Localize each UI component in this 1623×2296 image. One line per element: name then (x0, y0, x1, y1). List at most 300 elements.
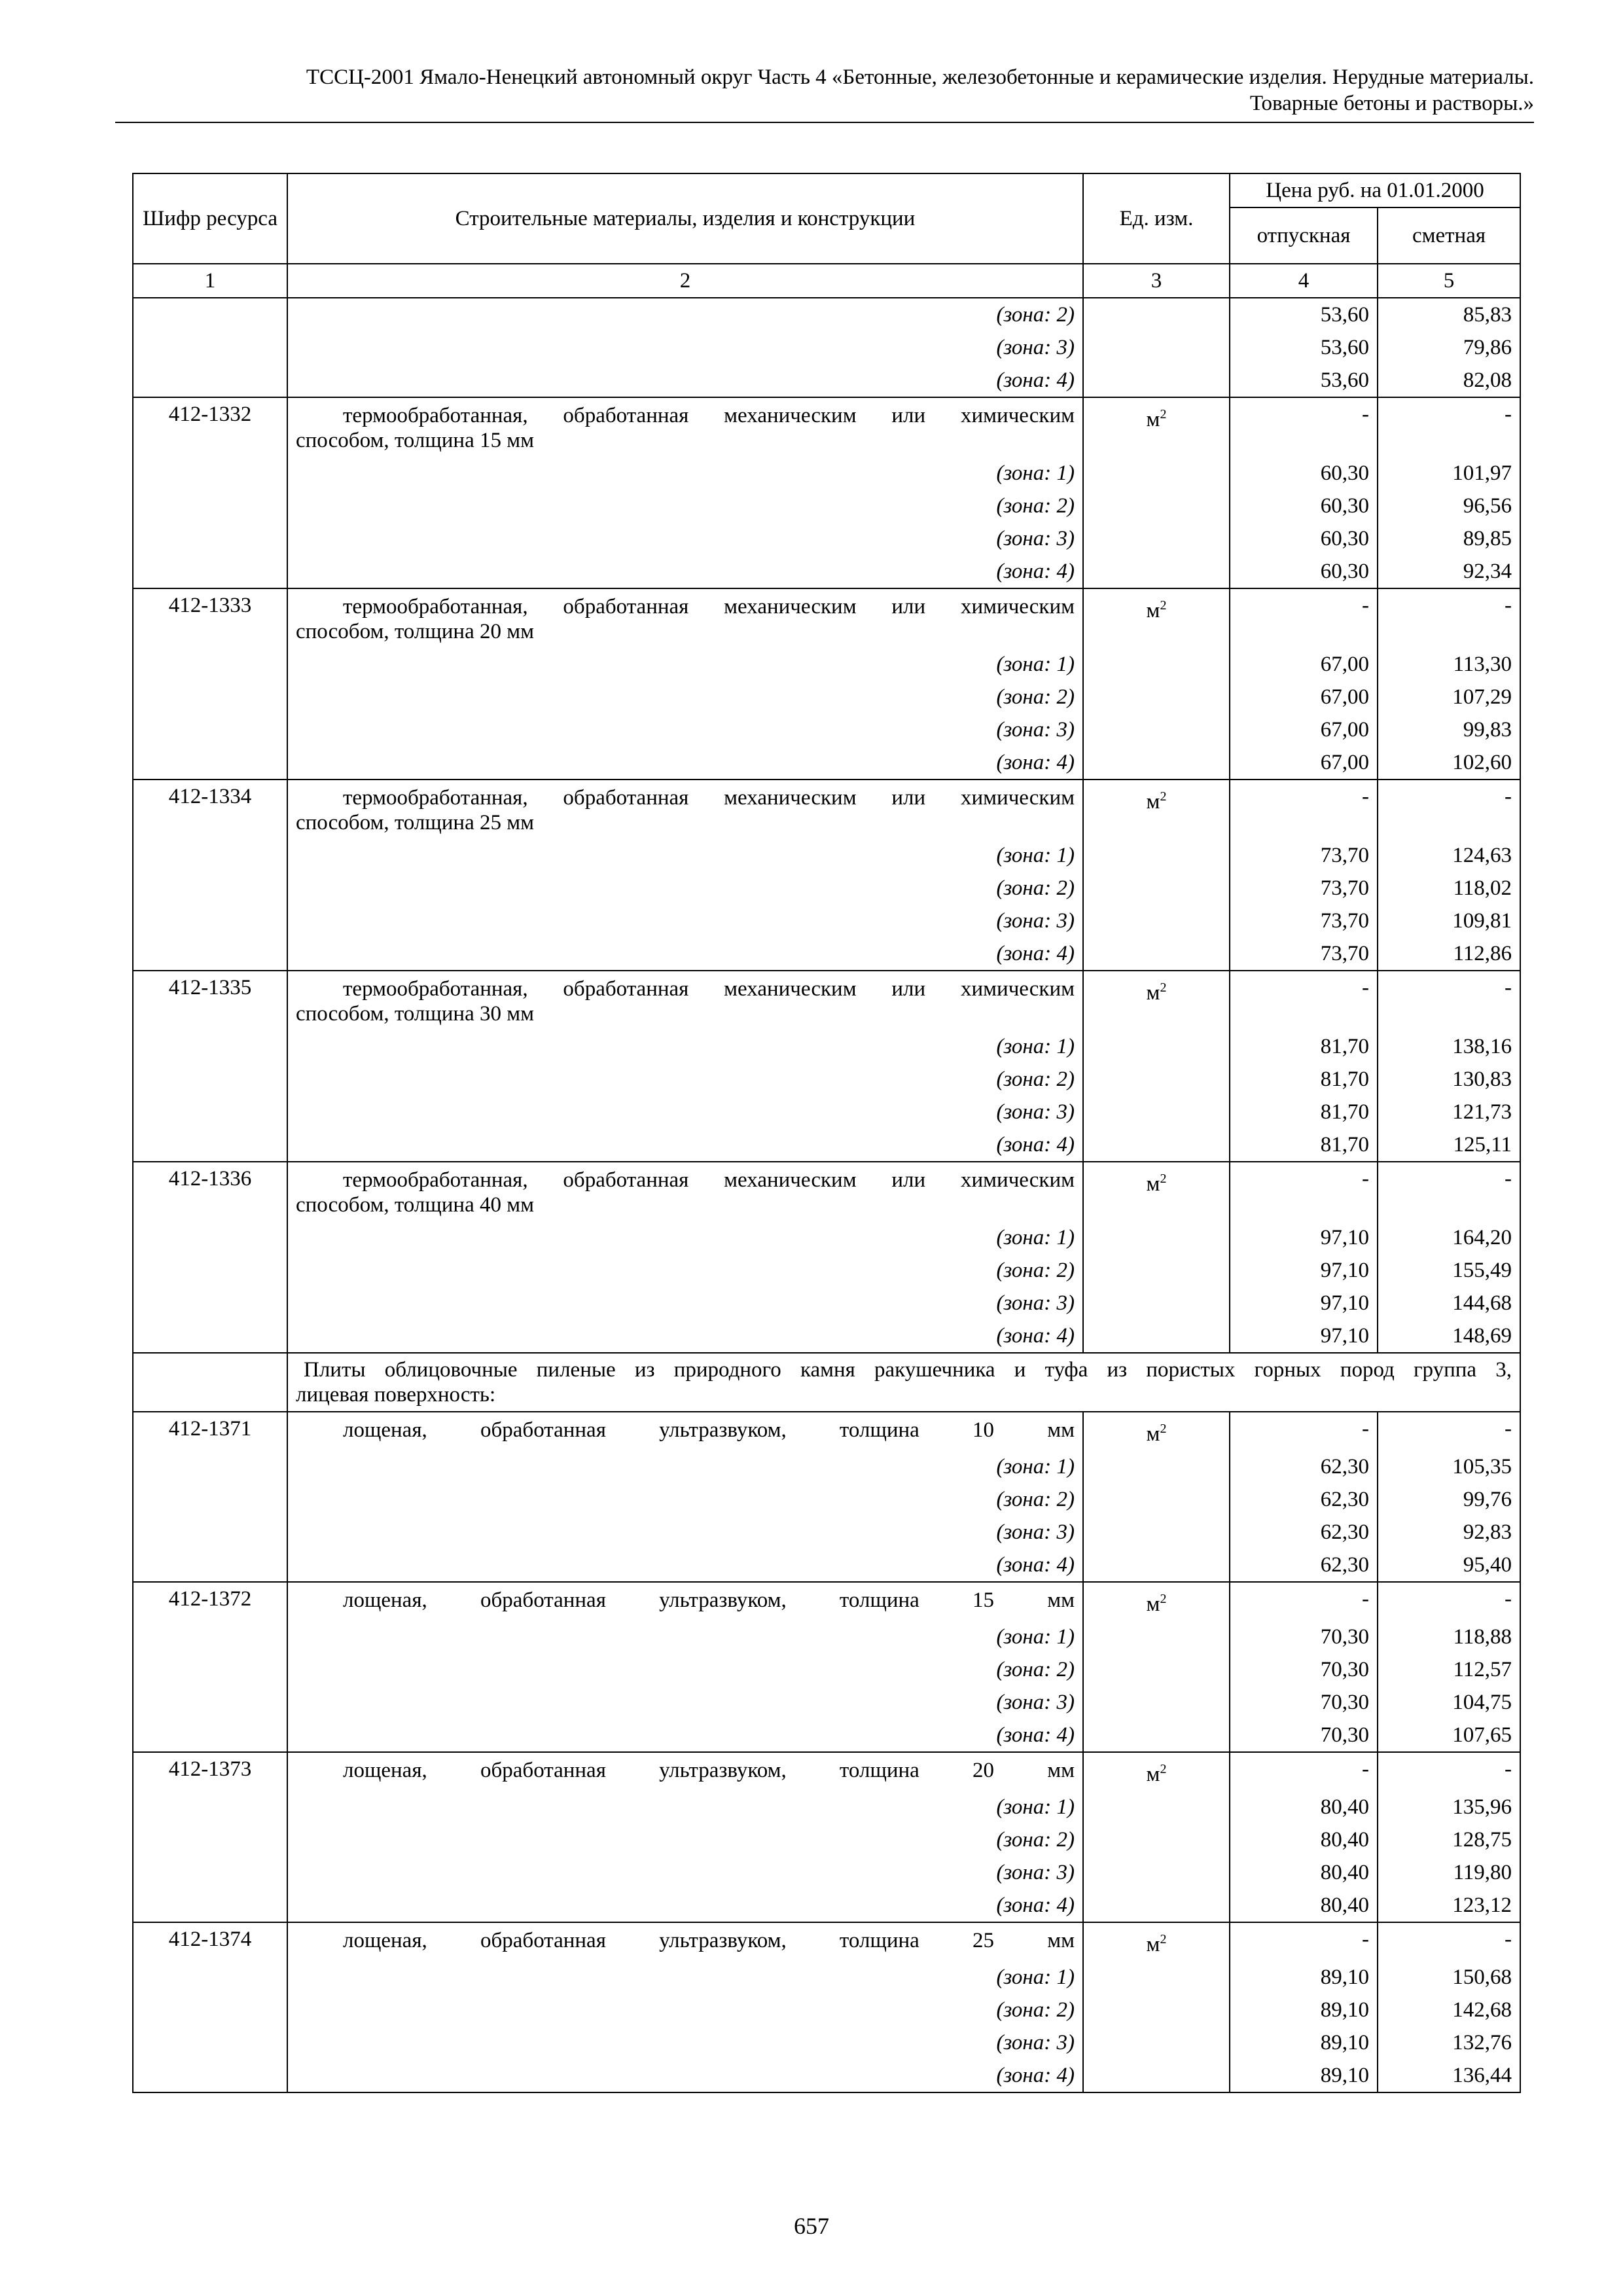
zone-label: (зона: 3) (287, 522, 1083, 555)
release-price: 73,70 (1230, 937, 1378, 971)
release-price: 80,40 (1230, 1791, 1378, 1823)
release-price: - (1230, 588, 1378, 648)
release-price: 80,40 (1230, 1823, 1378, 1856)
unit-cell (1083, 1516, 1230, 1549)
estimate-price: 82,08 (1378, 364, 1520, 397)
table-row (133, 1063, 1520, 1096)
estimate-price: 102,60 (1378, 746, 1520, 780)
code-cell (133, 713, 287, 746)
header-rule (115, 122, 1534, 123)
header-line-1: ТССЦ-2001 Ямало-Ненецкий автономный округ Часть 4 «Бетонные, железобетонные и керамические изделия. Нерудные материалы. (306, 65, 1534, 89)
table-row (133, 298, 1520, 331)
unit-cell (1083, 1889, 1230, 1922)
estimate-price: 101,97 (1378, 457, 1520, 490)
release-price: - (1230, 1412, 1378, 1450)
zone-label: (зона: 1) (287, 1791, 1083, 1823)
unit-value: $м^2$ (1146, 1592, 1167, 1616)
unit-cell (1083, 1621, 1230, 1653)
zone-label: (зона: 2) (287, 1254, 1083, 1287)
zone-label: (зона: 4) (287, 364, 1083, 397)
estimate-price: - (1378, 588, 1520, 648)
description-line-1: лощеная, обработанная ультразвуком, толщина 25 мм (343, 1929, 1075, 1952)
table-row (133, 1823, 1520, 1856)
table-row-item (133, 1162, 1520, 1221)
unit-cell (1083, 1653, 1230, 1686)
code-cell (133, 1856, 287, 1889)
table-row (133, 681, 1520, 713)
zone-label: (зона: 4) (287, 1719, 1083, 1752)
col-header-materials: Строительные материалы, изделия и конструкции (287, 173, 1083, 264)
table-row (133, 490, 1520, 522)
unit-cell (1083, 2059, 1230, 2092)
table-row (133, 1719, 1520, 1752)
unit-value: $м^2$ (1146, 1932, 1167, 1956)
estimate-price: 128,75 (1378, 1823, 1520, 1856)
section-heading-line-2: лицевая поверхность: (296, 1383, 496, 1407)
zone-label: (зона: 2) (287, 1063, 1083, 1096)
zone-label: (зона: 1) (287, 1030, 1083, 1063)
code-cell (133, 1719, 287, 1752)
unit-cell (1083, 2026, 1230, 2059)
item-description (287, 1412, 1083, 1450)
unit-cell (1083, 1823, 1230, 1856)
unit-cell (1083, 746, 1230, 780)
description-line-1: лощеная, обработанная ультразвуком, толщина 20 мм (343, 1759, 1075, 1782)
code-cell (133, 331, 287, 364)
unit-cell (1083, 1582, 1230, 1621)
resource-code: 412-1334 (133, 780, 287, 839)
estimate-price: 130,83 (1378, 1063, 1520, 1096)
item-description (287, 971, 1083, 1030)
section-heading-line-1: Плиты облицовочные пиленые из природного камня ракушечника и туфа из пористых горных пород группа 3, (304, 1358, 1512, 1382)
unit-cell (1083, 331, 1230, 364)
description-line-2: способом, толщина 15 мм (296, 429, 534, 452)
unit-cell (1083, 298, 1230, 331)
code-cell (133, 1254, 287, 1287)
unit-value: $м^2$ (1146, 407, 1167, 431)
unit-cell (1083, 1719, 1230, 1752)
table-row (133, 1856, 1520, 1889)
release-price: 60,30 (1230, 490, 1378, 522)
zone-label: (зона: 3) (287, 905, 1083, 937)
unit-cell (1083, 1450, 1230, 1483)
estimate-price: 118,88 (1378, 1621, 1520, 1653)
estimate-price: 109,81 (1378, 905, 1520, 937)
estimate-price: 118,02 (1378, 872, 1520, 905)
table-body (133, 298, 1520, 2092)
table-row (133, 713, 1520, 746)
estimate-price: 124,63 (1378, 839, 1520, 872)
table-row (133, 1889, 1520, 1922)
table-row (133, 1254, 1520, 1287)
section-heading-row (133, 1353, 1520, 1412)
description-line-1: термообработанная, обработанная механическим или химическим (343, 404, 1075, 427)
code-cell (133, 872, 287, 905)
code-cell (133, 555, 287, 588)
release-price: 97,10 (1230, 1254, 1378, 1287)
item-description (287, 1752, 1083, 1791)
table-row (133, 1653, 1520, 1686)
item-description (287, 397, 1083, 457)
code-cell (133, 1961, 287, 1994)
item-description (287, 1922, 1083, 1961)
item-description (287, 1162, 1083, 1221)
release-price: 81,70 (1230, 1128, 1378, 1162)
col-number-5: 5 (1378, 264, 1520, 298)
table-row (133, 1030, 1520, 1063)
code-cell (133, 1791, 287, 1823)
code-cell (133, 1889, 287, 1922)
code-cell (133, 1287, 287, 1319)
zone-label: (зона: 2) (287, 681, 1083, 713)
resource-code: 412-1372 (133, 1582, 287, 1621)
unit-cell (1083, 713, 1230, 746)
table-row (133, 364, 1520, 397)
zone-label: (зона: 3) (287, 1856, 1083, 1889)
release-price: 70,30 (1230, 1621, 1378, 1653)
release-price: 81,70 (1230, 1063, 1378, 1096)
unit-cell (1083, 457, 1230, 490)
zone-label: (зона: 3) (287, 2026, 1083, 2059)
item-description (287, 1582, 1083, 1621)
estimate-price: 92,83 (1378, 1516, 1520, 1549)
unit-cell (1083, 1483, 1230, 1516)
unit-cell (1083, 1961, 1230, 1994)
table-row (133, 1686, 1520, 1719)
table-row (133, 1128, 1520, 1162)
table-row (133, 746, 1520, 780)
unit-cell (1083, 1549, 1230, 1582)
code-cell (133, 1128, 287, 1162)
release-price: 97,10 (1230, 1221, 1378, 1254)
zone-label: (зона: 2) (287, 298, 1083, 331)
release-price: - (1230, 780, 1378, 839)
unit-value: $м^2$ (1146, 980, 1167, 1005)
code-cell (133, 1096, 287, 1128)
col-header-unit: Ед. изм. (1083, 173, 1230, 264)
table-row (133, 1096, 1520, 1128)
code-cell (133, 1653, 287, 1686)
code-cell (133, 1450, 287, 1483)
release-price: 62,30 (1230, 1549, 1378, 1582)
release-price: 60,30 (1230, 457, 1378, 490)
release-price: 62,30 (1230, 1450, 1378, 1483)
release-price: 89,10 (1230, 2026, 1378, 2059)
unit-cell (1083, 1752, 1230, 1791)
unit-value: $м^2$ (1146, 1172, 1167, 1196)
estimate-price: 112,57 (1378, 1653, 1520, 1686)
unit-cell (1083, 1791, 1230, 1823)
unit-cell (1083, 1319, 1230, 1353)
estimate-price: 107,29 (1378, 681, 1520, 713)
release-price: 81,70 (1230, 1030, 1378, 1063)
description-line-2: способом, толщина 40 мм (296, 1193, 534, 1217)
code-cell (133, 298, 287, 331)
item-description (287, 588, 1083, 648)
zone-label: (зона: 2) (287, 1823, 1083, 1856)
col-number-4: 4 (1230, 264, 1378, 298)
release-price: 60,30 (1230, 522, 1378, 555)
estimate-price: 99,76 (1378, 1483, 1520, 1516)
estimate-price: 135,96 (1378, 1791, 1520, 1823)
code-cell (133, 2026, 287, 2059)
unit-cell (1083, 1128, 1230, 1162)
table-row (133, 1516, 1520, 1549)
col-number-1: 1 (133, 264, 287, 298)
unit-cell (1083, 839, 1230, 872)
zone-label: (зона: 1) (287, 1621, 1083, 1653)
code-cell (133, 648, 287, 681)
estimate-price: - (1378, 1162, 1520, 1221)
release-price: 70,30 (1230, 1719, 1378, 1752)
table-row-item (133, 780, 1520, 839)
code-cell (133, 364, 287, 397)
price-table (132, 173, 1521, 2093)
table-row-item (133, 971, 1520, 1030)
estimate-price: 92,34 (1378, 555, 1520, 588)
estimate-price: 104,75 (1378, 1686, 1520, 1719)
code-cell (133, 1353, 287, 1412)
table-row (133, 1221, 1520, 1254)
table-row-item (133, 397, 1520, 457)
table-row (133, 1994, 1520, 2026)
zone-label: (зона: 4) (287, 1889, 1083, 1922)
table-row-item (133, 1582, 1520, 1621)
estimate-price: 107,65 (1378, 1719, 1520, 1752)
description-line-1: лощеная, обработанная ультразвуком, толщина 10 мм (343, 1418, 1075, 1442)
unit-value: $м^2$ (1146, 1762, 1167, 1786)
estimate-price: - (1378, 397, 1520, 457)
unit-cell (1083, 588, 1230, 648)
table-row (133, 1791, 1520, 1823)
release-price: 70,30 (1230, 1686, 1378, 1719)
estimate-price: - (1378, 1412, 1520, 1450)
release-price: 67,00 (1230, 713, 1378, 746)
table-row (133, 1483, 1520, 1516)
release-price: 62,30 (1230, 1483, 1378, 1516)
unit-cell (1083, 364, 1230, 397)
estimate-price: 105,35 (1378, 1450, 1520, 1483)
estimate-price: 148,69 (1378, 1319, 1520, 1353)
estimate-price: 99,83 (1378, 713, 1520, 746)
unit-value: $м^2$ (1146, 789, 1167, 814)
zone-label: (зона: 1) (287, 839, 1083, 872)
table-row (133, 331, 1520, 364)
col-number-2: 2 (287, 264, 1083, 298)
zone-label: (зона: 4) (287, 1319, 1083, 1353)
unit-cell (1083, 1922, 1230, 1961)
resource-code: 412-1374 (133, 1922, 287, 1961)
code-cell (133, 1686, 287, 1719)
estimate-price: 96,56 (1378, 490, 1520, 522)
zone-label: (зона: 4) (287, 555, 1083, 588)
col-header-estimate-price: сметная (1378, 207, 1520, 264)
unit-cell (1083, 681, 1230, 713)
zone-label: (зона: 2) (287, 1653, 1083, 1686)
description-line-1: лощеная, обработанная ультразвуком, толщина 15 мм (343, 1588, 1075, 1612)
estimate-price: 138,16 (1378, 1030, 1520, 1063)
unit-cell (1083, 1063, 1230, 1096)
unit-cell (1083, 1287, 1230, 1319)
estimate-price: 89,85 (1378, 522, 1520, 555)
estimate-price: 79,86 (1378, 331, 1520, 364)
release-price: 80,40 (1230, 1856, 1378, 1889)
table-row-item (133, 1412, 1520, 1450)
code-cell (133, 839, 287, 872)
code-cell (133, 681, 287, 713)
estimate-price: 132,76 (1378, 2026, 1520, 2059)
release-price: 53,60 (1230, 364, 1378, 397)
release-price: 81,70 (1230, 1096, 1378, 1128)
release-price: 89,10 (1230, 1961, 1378, 1994)
release-price: 70,30 (1230, 1653, 1378, 1686)
release-price: - (1230, 971, 1378, 1030)
unit-cell (1083, 1686, 1230, 1719)
unit-cell (1083, 937, 1230, 971)
release-price: 73,70 (1230, 872, 1378, 905)
release-price: 53,60 (1230, 298, 1378, 331)
zone-label: (зона: 3) (287, 1516, 1083, 1549)
code-cell (133, 1823, 287, 1856)
code-cell (133, 1621, 287, 1653)
release-price: 73,70 (1230, 905, 1378, 937)
zone-label: (зона: 4) (287, 746, 1083, 780)
table-row (133, 2059, 1520, 2092)
code-cell (133, 490, 287, 522)
zone-label: (зона: 2) (287, 1994, 1083, 2026)
unit-cell (1083, 1096, 1230, 1128)
estimate-price: 119,80 (1378, 1856, 1520, 1889)
code-cell (133, 1549, 287, 1582)
code-cell (133, 937, 287, 971)
estimate-price: 155,49 (1378, 1254, 1520, 1287)
estimate-price: 112,86 (1378, 937, 1520, 971)
release-price: 53,60 (1230, 331, 1378, 364)
estimate-price: 164,20 (1378, 1221, 1520, 1254)
resource-code: 412-1332 (133, 397, 287, 457)
code-cell (133, 1221, 287, 1254)
table-row (133, 1450, 1520, 1483)
release-price: 67,00 (1230, 648, 1378, 681)
zone-label: (зона: 2) (287, 490, 1083, 522)
col-header-release-price: отпускная (1230, 207, 1378, 264)
table-row (133, 648, 1520, 681)
zone-label: (зона: 3) (287, 1096, 1083, 1128)
code-cell (133, 2059, 287, 2092)
code-cell (133, 746, 287, 780)
item-description (287, 780, 1083, 839)
estimate-price: 125,11 (1378, 1128, 1520, 1162)
code-cell (133, 522, 287, 555)
code-cell (133, 1030, 287, 1063)
zone-label: (зона: 3) (287, 1287, 1083, 1319)
release-price: 67,00 (1230, 746, 1378, 780)
release-price: - (1230, 1752, 1378, 1791)
col-header-code: Шифр ресурса (133, 173, 287, 264)
estimate-price: - (1378, 1582, 1520, 1621)
estimate-price: 142,68 (1378, 1994, 1520, 2026)
zone-label: (зона: 3) (287, 713, 1083, 746)
release-price: 62,30 (1230, 1516, 1378, 1549)
table-row (133, 457, 1520, 490)
estimate-price: 123,12 (1378, 1889, 1520, 1922)
unit-cell (1083, 648, 1230, 681)
estimate-price: 150,68 (1378, 1961, 1520, 1994)
release-price: 97,10 (1230, 1319, 1378, 1353)
unit-cell (1083, 1856, 1230, 1889)
zone-label: (зона: 2) (287, 1483, 1083, 1516)
table-row-item (133, 1752, 1520, 1791)
release-price: - (1230, 1582, 1378, 1621)
zone-label: (зона: 1) (287, 648, 1083, 681)
zone-label: (зона: 2) (287, 872, 1083, 905)
table-row-item (133, 1922, 1520, 1961)
release-price: 89,10 (1230, 2059, 1378, 2092)
unit-cell (1083, 1412, 1230, 1450)
zone-label: (зона: 3) (287, 1686, 1083, 1719)
table-row (133, 872, 1520, 905)
unit-cell (1083, 1162, 1230, 1221)
code-cell (133, 905, 287, 937)
estimate-price: - (1378, 1922, 1520, 1961)
zone-label: (зона: 4) (287, 1128, 1083, 1162)
zone-label: (зона: 1) (287, 1221, 1083, 1254)
description-line-2: способом, толщина 30 мм (296, 1002, 534, 1026)
unit-cell (1083, 490, 1230, 522)
running-header (115, 64, 1534, 117)
table-row (133, 1621, 1520, 1653)
table-row (133, 1287, 1520, 1319)
estimate-price: - (1378, 780, 1520, 839)
resource-code: 412-1373 (133, 1752, 287, 1791)
table-row (133, 937, 1520, 971)
release-price: 89,10 (1230, 1994, 1378, 2026)
description-line-2: способом, толщина 25 мм (296, 811, 534, 834)
release-price: 60,30 (1230, 555, 1378, 588)
resource-code: 412-1336 (133, 1162, 287, 1221)
unit-cell (1083, 555, 1230, 588)
zone-label: (зона: 4) (287, 2059, 1083, 2092)
unit-cell (1083, 522, 1230, 555)
code-cell (133, 457, 287, 490)
estimate-price: 136,44 (1378, 2059, 1520, 2092)
zone-label: (зона: 3) (287, 331, 1083, 364)
page-number: 657 (794, 2213, 829, 2239)
zone-label: (зона: 1) (287, 1961, 1083, 1994)
estimate-price: - (1378, 971, 1520, 1030)
table-row (133, 905, 1520, 937)
unit-cell (1083, 780, 1230, 839)
table-row (133, 555, 1520, 588)
table-row (133, 839, 1520, 872)
unit-cell (1083, 1030, 1230, 1063)
release-price: 67,00 (1230, 681, 1378, 713)
unit-cell (1083, 1254, 1230, 1287)
release-price: 73,70 (1230, 839, 1378, 872)
table-row (133, 2026, 1520, 2059)
estimate-price: 95,40 (1378, 1549, 1520, 1582)
zone-label: (зона: 1) (287, 1450, 1083, 1483)
zone-label: (зона: 4) (287, 1549, 1083, 1582)
unit-cell (1083, 1221, 1230, 1254)
estimate-price: 144,68 (1378, 1287, 1520, 1319)
unit-cell (1083, 905, 1230, 937)
resource-code: 412-1371 (133, 1412, 287, 1450)
unit-cell (1083, 397, 1230, 457)
estimate-price: 113,30 (1378, 648, 1520, 681)
col-number-3: 3 (1083, 264, 1230, 298)
table-row (133, 1319, 1520, 1353)
